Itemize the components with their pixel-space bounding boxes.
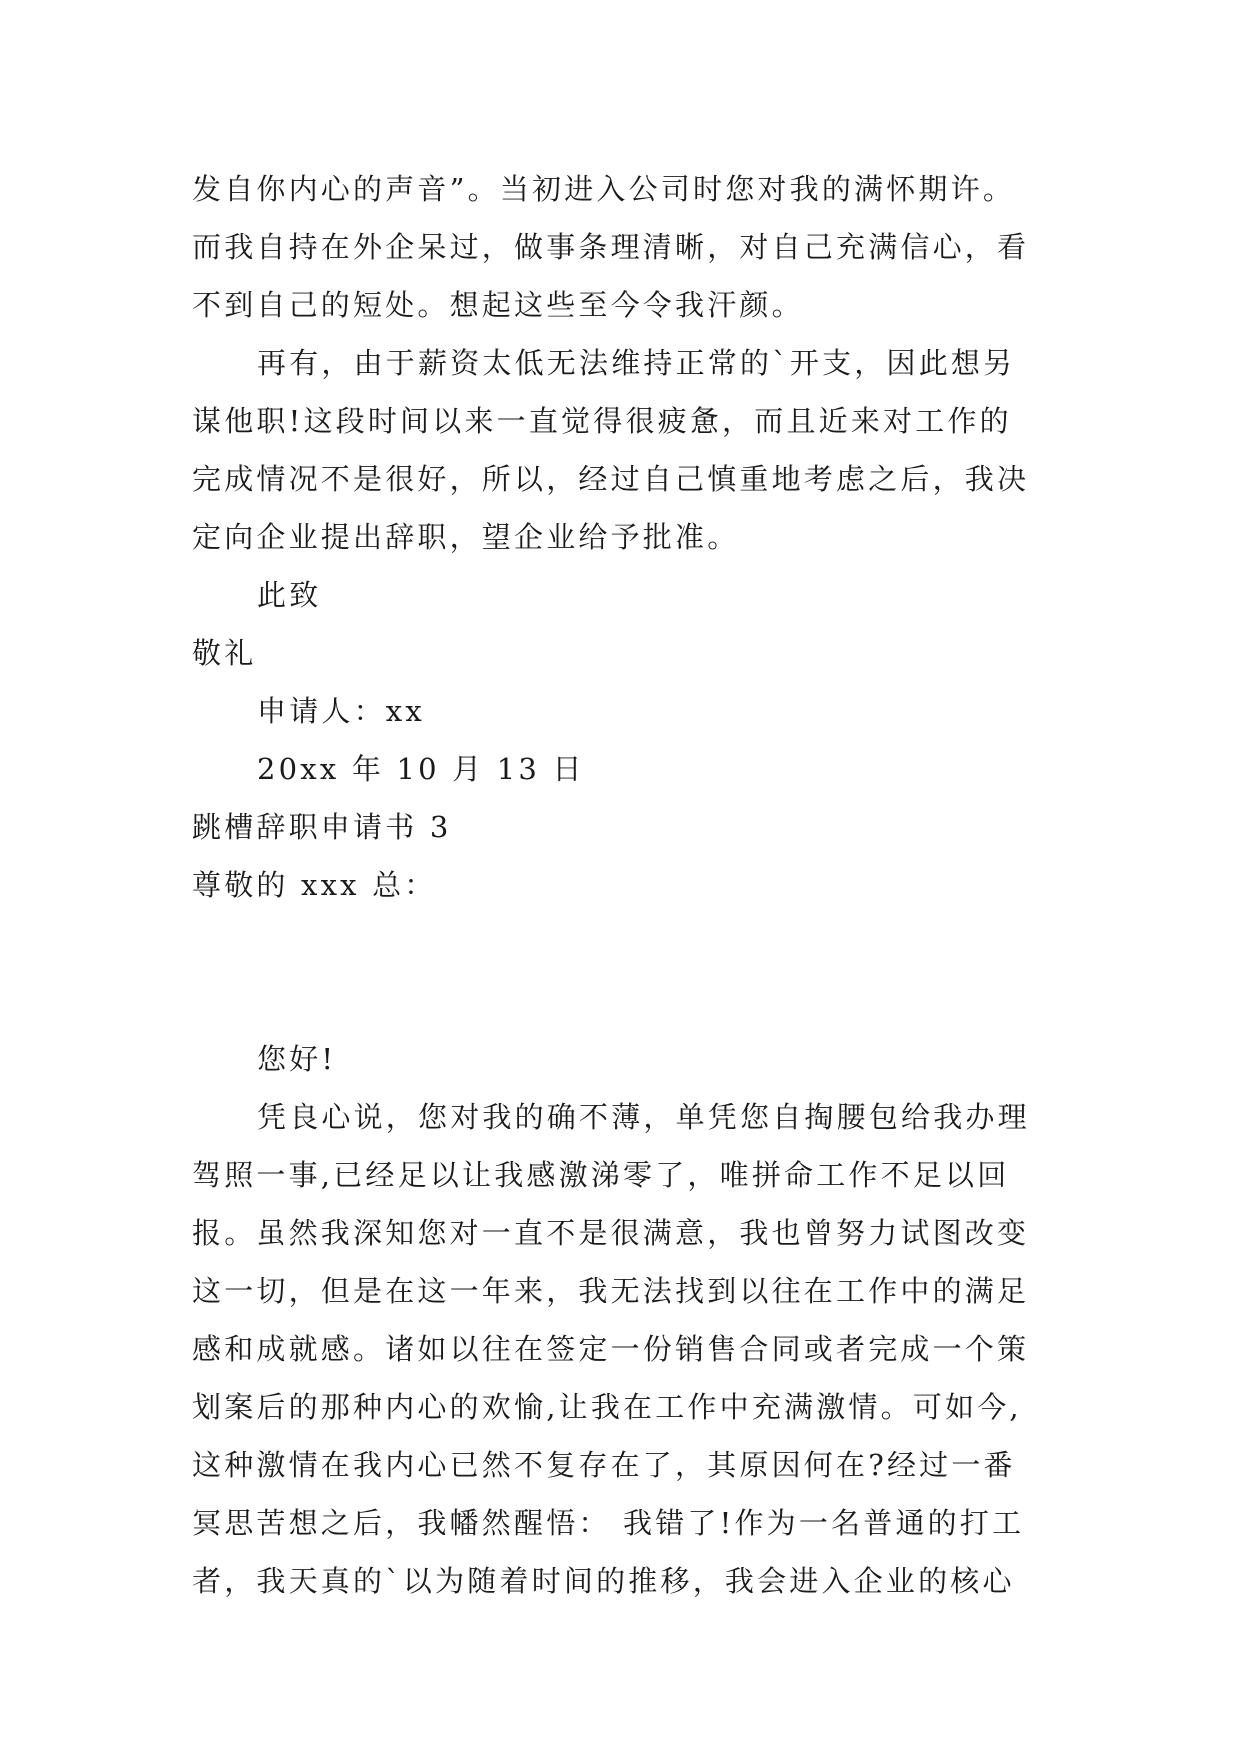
paragraph-line: 报。虽然我深知您对一直不是很满意，我也曾努力试图改变 <box>192 1216 1030 1250</box>
paragraph-line: 而我自持在外企呆过，做事条理清晰，对自己充满信心，看 <box>192 230 1030 264</box>
paragraph-line: 定向企业提出辞职，望企业给予批准。 <box>192 520 740 554</box>
document-body <box>192 160 1050 1610</box>
paragraph-line: 驾照一事,已经足以让我感激涕零了，唯拼命工作不足以回 <box>192 1158 1010 1192</box>
paragraph-line: 凭良心说，您对我的确不薄，单凭您自掏腰包给我办理 <box>257 1100 1030 1134</box>
paragraph-line: 不到自己的短处。想起这些至今令我汗颜。 <box>192 288 804 322</box>
paragraph-line: 划案后的那种内心的欢愉,让我在工作中充满激情。可如今, <box>192 1390 1022 1424</box>
paragraph-line: 完成情况不是很好，所以，经过自己慎重地考虑之后，我决 <box>192 462 1030 496</box>
paragraph-line: 感和成就感。诸如以往在签定一份销售合同或者完成一个策 <box>192 1332 1030 1366</box>
paragraph-line: 发自你内心的声音”。当初进入公司时您对我的满怀期许。 <box>192 172 1016 206</box>
greeting-recipient: 尊敬的 xxx 总： <box>192 868 437 902</box>
paragraph-line: 冥思苦想之后，我幡然醒悟： 我错了!作为一名普通的打工 <box>192 1506 1025 1540</box>
section-title: 跳槽辞职申请书 3 <box>192 810 452 844</box>
blank-gap <box>192 914 1050 1030</box>
paragraph-line: 这一切，但是在这一年来，我无法找到以往在工作中的满足 <box>192 1274 1030 1308</box>
paragraph-line: 者，我天真的`以为随着时间的推移，我会进入企业的核心 <box>192 1564 1015 1598</box>
greeting: 您好! <box>257 1042 337 1076</box>
paragraph-line: 谋他职!这段时间以来一直觉得很疲惫，而且近来对工作的 <box>192 404 1012 438</box>
applicant-line: 申请人：xx <box>257 694 425 728</box>
paragraph-line: 这种激情在我内心已然不复存在了，其原因何在?经过一番 <box>192 1448 1016 1482</box>
paragraph-line: 再有，由于薪资太低无法维持正常的`开支，因此想另 <box>257 346 1016 380</box>
closing-salutation: 此致 <box>257 578 322 612</box>
closing-regards: 敬礼 <box>192 636 257 670</box>
date-line: 20xx 年 10 月 13 日 <box>257 752 585 786</box>
